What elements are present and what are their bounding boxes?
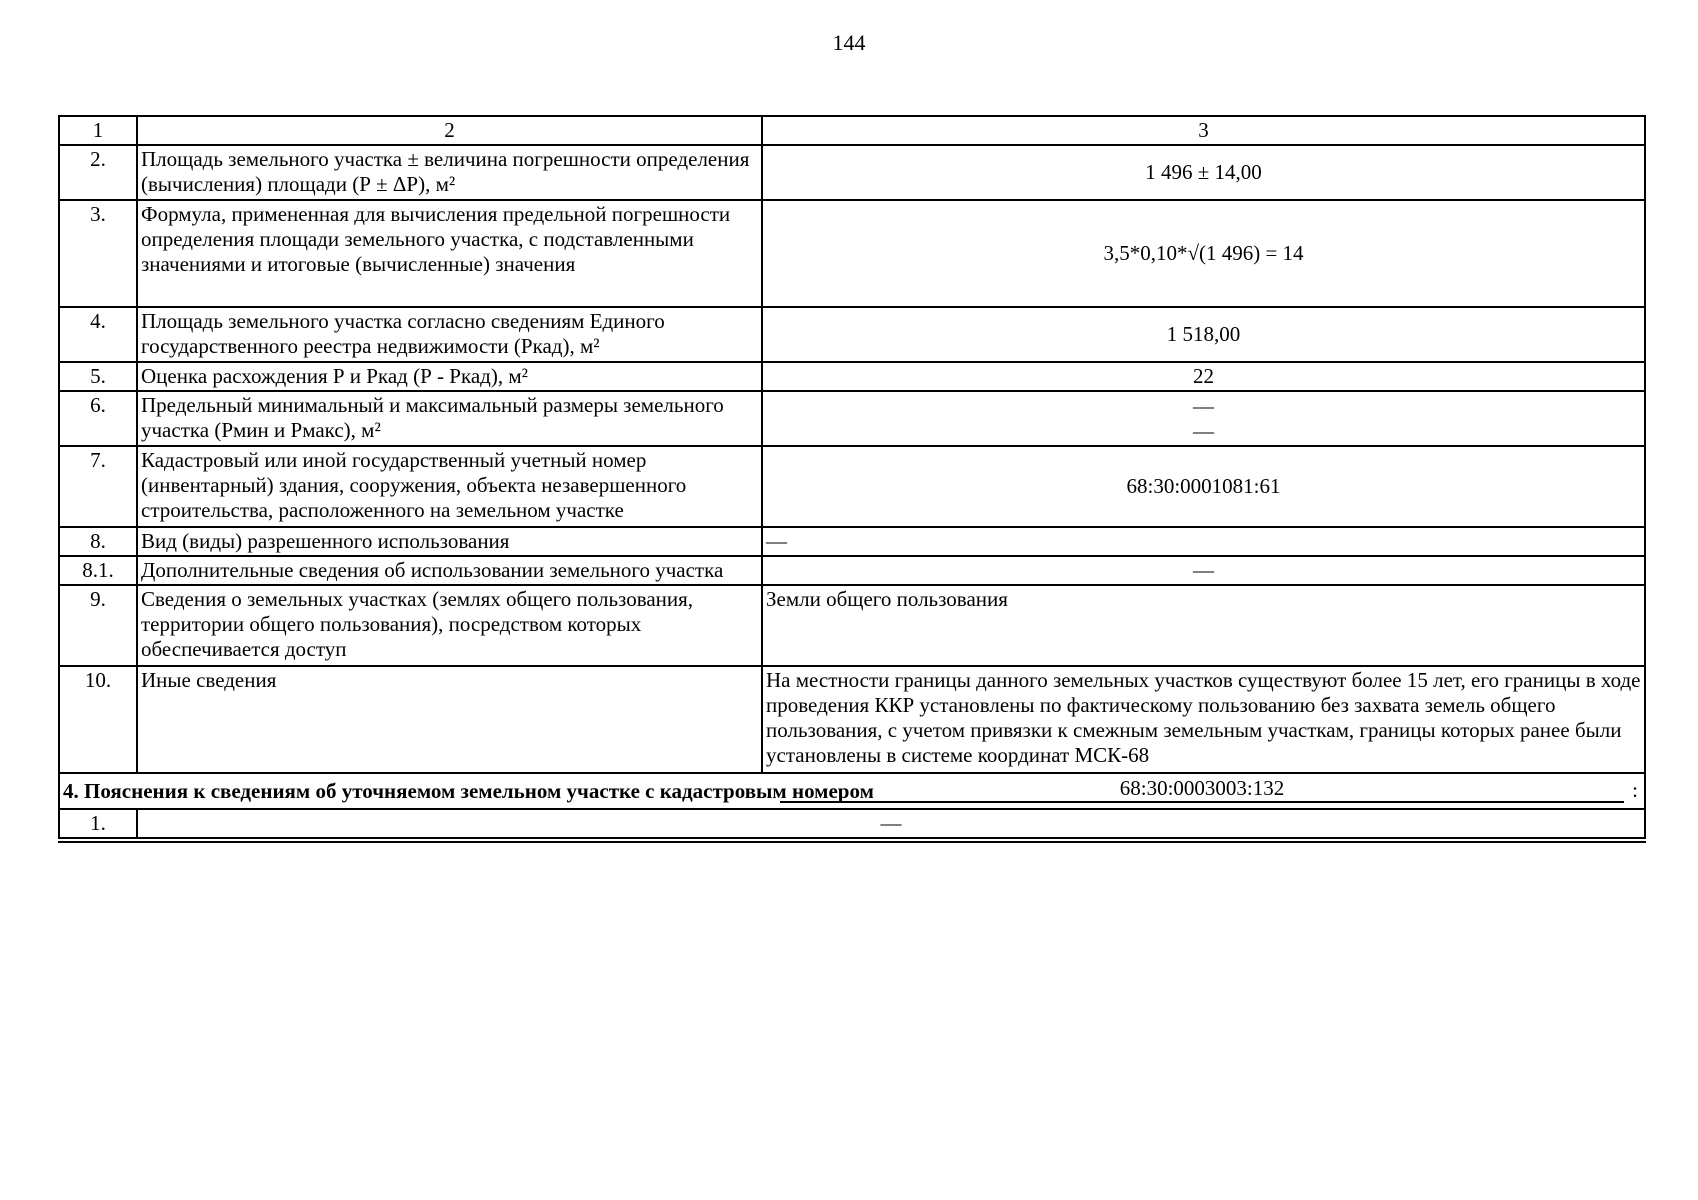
- row-value: —: [137, 809, 1645, 840]
- row-number: 2.: [59, 145, 137, 200]
- table-row: [59, 809, 1645, 840]
- row-label: Оценка расхождения Р и Ркад (Р - Ркад), м²: [137, 362, 762, 391]
- section-4-cadastral-number: 68:30:0003003:132: [780, 776, 1624, 803]
- table-row: [59, 362, 1645, 391]
- header-col-3: 3: [762, 116, 1645, 145]
- header-row: [59, 116, 1645, 145]
- row-label: Кадастровый или иной государственный учетный номер (инвентарный) здания, сооружения, объекта незавершенного строительства, расположенного на земельном участке: [137, 446, 762, 527]
- table-row: [59, 585, 1645, 666]
- row-value: Земли общего пользования: [762, 585, 1645, 666]
- row-number: 9.: [59, 585, 137, 666]
- row-label: Вид (виды) разрешенного использования: [137, 527, 762, 556]
- row-value: [762, 391, 1645, 446]
- row-value: 3,5*0,10*√(1 496) = 14: [762, 200, 1645, 307]
- row-number: 7.: [59, 446, 137, 527]
- row-label: Предельный минимальный и максимальный размеры земельного участка (Рмин и Рмакс), м²: [137, 391, 762, 446]
- section-4-cadastral: [762, 773, 1645, 809]
- row-number: 4.: [59, 307, 137, 362]
- row-value: 68:30:0001081:61: [762, 446, 1645, 527]
- table-row: [59, 391, 1645, 446]
- row-value: 22: [762, 362, 1645, 391]
- row-value: —: [762, 556, 1645, 585]
- row-label: Сведения о земельных участках (землях общего пользования, территории общего пользования), посредством которых обеспечивается доступ: [137, 585, 762, 666]
- row-number: 3.: [59, 200, 137, 307]
- page-number: 144: [832, 30, 866, 55]
- max-size-value: —: [1193, 418, 1214, 443]
- row-number: 1.: [59, 809, 137, 840]
- row-label: Дополнительные сведения об использовании земельного участка: [137, 556, 762, 585]
- row-number: 8.1.: [59, 556, 137, 585]
- row-value: 1 518,00: [762, 307, 1645, 362]
- header-col-1: 1: [59, 116, 137, 145]
- row-label: Площадь земельного участка ± величина погрешности определения (вычисления) площади (Р ± ΔР), м²: [137, 145, 762, 200]
- table-row: [59, 307, 1645, 362]
- row-number: 8.: [59, 527, 137, 556]
- table-row: [59, 666, 1645, 773]
- table-row: [59, 556, 1645, 585]
- table-row: [59, 527, 1645, 556]
- row-number: 5.: [59, 362, 137, 391]
- row-value: На местности границы данного земельных участков существуют более 15 лет, его границы в ходе проведения ККР установлены по фактическому пользованию без захвата земель общего пользования, с учетом привязки к смежным земельным участкам, границы которых ранее были установлены в системе координат МСК-68: [762, 666, 1645, 773]
- row-number: 6.: [59, 391, 137, 446]
- row-value: 1 496 ± 14,00: [762, 145, 1645, 200]
- row-label: Площадь земельного участка согласно сведениям Единого государственного реестра недвижимости (Ркад), м²: [137, 307, 762, 362]
- row-number: 10.: [59, 666, 137, 773]
- section-4-header: [59, 773, 1645, 809]
- section-4-title: 4. Пояснения к сведениям об уточняемом земельном участке с кадастровым номером: [59, 773, 762, 809]
- row-label: Формула, примененная для вычисления предельной погрешности определения площади земельного участка, с подставленными значениями и итоговые (вычисленные) значения: [137, 200, 762, 307]
- header-col-2: 2: [137, 116, 762, 145]
- cadastral-table: [58, 115, 1646, 843]
- row-value: —: [762, 527, 1645, 556]
- table-row: [59, 446, 1645, 527]
- row-label: Иные сведения: [137, 666, 762, 773]
- table-row: [59, 200, 1645, 307]
- min-size-value: —: [1193, 393, 1214, 418]
- section-4-colon: :: [1632, 778, 1638, 802]
- table-row: [59, 145, 1645, 200]
